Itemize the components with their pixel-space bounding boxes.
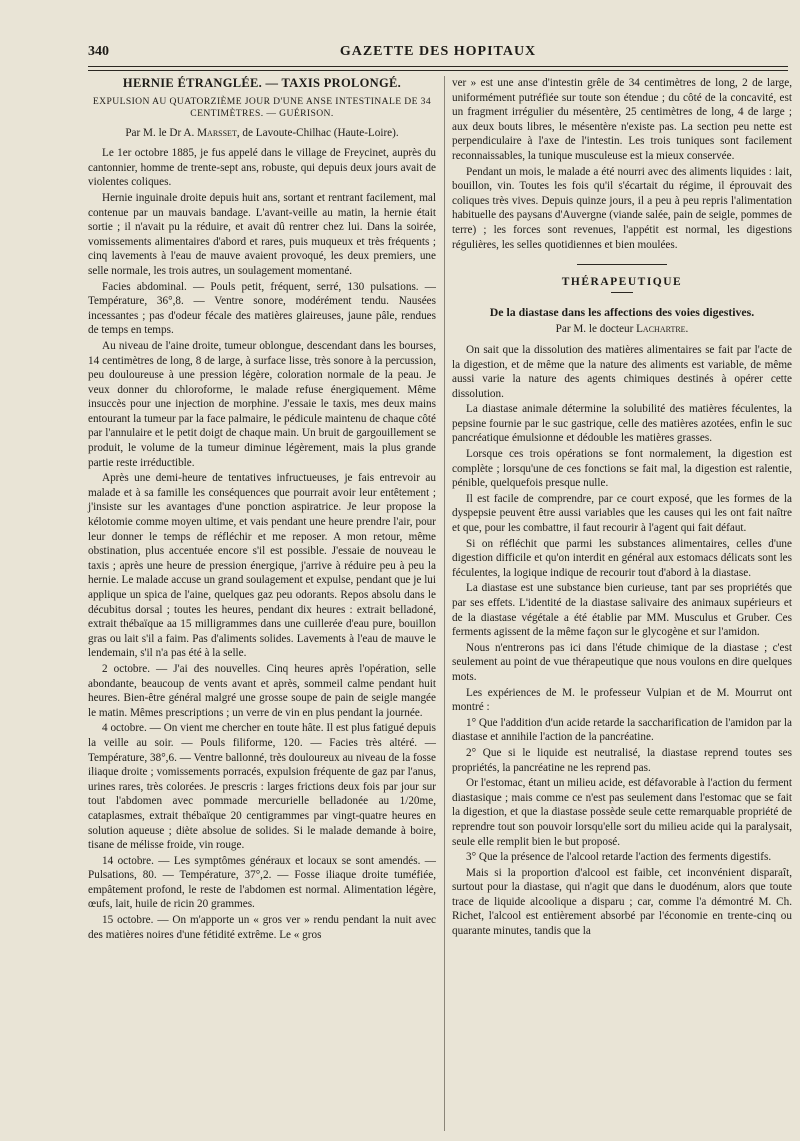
article-title: HERNIE ÉTRANGLÉE. — TAXIS PROLONGÉ. [122,76,402,90]
header-rule-double [88,70,788,71]
author-name: Lachartre. [636,323,689,336]
author-prefix: Par M. le Dr A. [125,126,195,139]
section-underline [611,292,633,293]
paragraph: Mais si la proportion d'alcool est faible, cet inconvénient disparaît, surtout pour la diastase, qui n'agit que dans le duodénum, alors que toute trace de liquide alcoolique a disparu ; car, comme l'a démontré M. Ch. Richet, l'alcool est entièrement absorbé par l'économie en trente-cinq ou quarante minutes, tandis que la [452,866,792,938]
paragraph: Le 1er octobre 1885, je fus appelé dans le village de Freycinet, auprès du cantonnier, homme de trente-sept ans, robuste, qui depuis deux jours avait de violentes coliques. [88,147,436,189]
author-prefix: Par M. le docteur [555,323,634,336]
right-column [452,76,792,940]
section-separator [577,264,667,265]
paragraph: 4 octobre. — On vient me chercher en toute hâte. Il est plus fatigué depuis la veille au soir. — Pouls filiforme, 120. — Facies très altéré. — Température, 38°,6. — Ventre ballonné, très douloureux au niveau de la fosse iliaque droite ; vomissements porracés, expulsion fréquente de gaz par l'anus, urines rares, très colorées. Je prescris : larges frictions deux fois par jour sur tout l'abdomen avec pommade mercurielle belladonée au 1/20me, cataplasmes, extrait thébaïque 20 centigrammes par vingt-quatre heures en solution aqueuse ; diète absolue de solides. Si le malade demande à boire, tisane de mélisse froide, vin rouge. [88,722,436,852]
paragraph: On sait que la dissolution des matières alimentaires se fait par l'acte de la digestion, et de même que la nature des aliments est variable, de même aussi varie la nature des agents chimiques destinés à opérer cette dissolution. [452,343,792,400]
paragraph: 2 octobre. — J'ai des nouvelles. Cinq heures après l'opération, selle abondante, beaucoup de vents avant et après, sommeil calme pendant huit heures. Bien-être général malgré une grosse soupe de pain de seigle mangée le matin. Mêmes prescriptions ; un verre de vin en plus pendant la journée. [88,662,436,719]
article-subtitle: EXPULSION AU QUATORZIÈME JOUR D'UNE ANSE INTESTINALE DE 34 CENTIMÈTRES. — GUÉRISON. [92,95,432,120]
paragraph: Après une demi-heure de tentatives infructueuses, je fais entrevoir au malade et à sa famille les conséquences que pourrait avoir leur entêtement ; j'insiste sur les avantages d'une ponction aspiratrice. Je leur propose la kélotomie comme moyen ultime, et vais pendant une heure prendre l'air, pour leur donner le temps de réfléchir et me reposer. A mon retour, même obstination, plus accentuée encore s'il est possible. J'essaie de nouveau le taxis ; après une heure de pression énergique, j'arrive à réduire peu à peu la hernie. Le malade accuse un grand soulagement et expulse, pendant que je lui applique un spica de l'aine, quelques gaz peu odorants. Repos absolu dans le décubitus dorsal ; toutes les heures, pendant dix heures : extrait belladoné, extrait thébaïque aa 15 milligrammes dans une cuillerée d'eau pure, bouillon gras ou lait s'il a faim. Pas d'aliments solides. Lavements à l'eau de mauve le lendemain, s'il n'a pas été à la selle. [88,472,436,660]
paragraph: Il est facile de comprendre, par ce court exposé, que les formes de la dyspepsie peuvent être aussi variables que les causes qui les ont fait naître et que, pour les combattre, il faut recourir à l'agent qui fait défaut. [452,492,792,535]
article-author [452,322,792,337]
author-suffix: de Lavoute-Chilhac (Haute-Loire). [242,126,399,139]
article-title: De la diastase dans les affections des voies digestives. [489,304,755,319]
paragraph: ver » est une anse d'intestin grêle de 34 centimètres de long, 2 de large, uniformément putréfiée sur toute son étendue ; du côté de la concavité, est un fragment irrégulier du mésentère, 25 centimètres de long, 4 de large ; aux deux bouts libres, le mésentère n'existe pas. La section peu nette est perpendiculaire à l'axe de l'intestin. Les trois tuniques sont facilement reconnaissables, la tunique musculeuse est la mieux conservée. [452,77,792,162]
paragraph: Lorsque ces trois opérations se font normalement, la digestion est complète ; lorsqu'une de ces fonctions se fait mal, la digestion est ralentie, pénible, quelquefois presque nulle. [452,448,792,490]
paragraph: Nous n'entrerons pas ici dans l'étude chimique de la diastase ; c'est seulement au point de vue thérapeutique que nous voulons en dire quelques mots. [452,641,792,683]
paragraph: 3° Que la présence de l'alcool retarde l'action des ferments digestifs. [466,851,772,864]
paragraph: Hernie inguinale droite depuis huit ans, sortant et rentrant facilement, mal contenue par un mauvais bandage. L'avant-veille au matin, la hernie était sortie ; il n'avait pu la réduire, et avait dû rentrer chez lui. Dans la soirée, vomissements alimentaires d'abord et rares, puis muqueux et très fréquents ; cinq lavements à l'eau de mauve avaient provoqué, les deux premiers, une selle normale, les trois autres, un soulagement momentané. [88,191,436,277]
paragraph: Or l'estomac, étant un milieu acide, est défavorable à l'action du ferment diastasique ; mais comme ce n'est pas seulement dans l'estomac que se fait la digestion, et que la diastase possède seule cette remarquable propriété de reprendre tout son pouvoir lorsqu'elle sort du milieu acide qui la paralysait, seule elle remplit bien le but proposé. [452,777,792,848]
paragraph: 15 octobre. — On m'apporte un « gros ver » rendu pendant la nuit avec des matières noires d'une fétidité extrême. Le « gros [88,914,436,941]
paragraph: Au niveau de l'aine droite, tumeur oblongue, descendant dans les bourses, 14 centimètres de long, 8 de large, à surface lisse, très sonore à la percussion, peu douloureuse à une pression légère, coloration normale de la peau. Je veux donner du chloroforme, le malade refuse énergiquement. Même insuccès pour une injection de morphine. J'essaie le taxis, mes deux mains entourant la tumeur par la face palmaire, le pédicule maintenu de chaque côté par l'annulaire et le petit doigt de chaque main. Un bruit de gargouillement se produit, le volume de la tumeur diminue légèrement, mais la plus grande partie reste irréductible. [88,339,436,469]
column-divider [444,76,445,1131]
author-name: Marsset [197,126,237,139]
journal-title: GAZETTE DES HOPITAUX [339,44,537,59]
page-header [88,40,788,64]
paragraph: 2° Que si le liquide est neutralisé, la diastase reprend toutes ses propriétés, la pancréatine ne les reprend pas. [452,746,792,774]
header-rule [88,66,788,67]
paragraph: 1° Que l'addition d'un acide retarde la saccharification de l'amidon par la diastase et annihile l'action de la pancréatine. [452,716,792,744]
paragraph: Les expériences de M. le professeur Vulpian et de M. Mourrut ont montré : [452,686,792,714]
section-heading: THÉRAPEUTIQUE [561,276,683,289]
paragraph: La diastase animale détermine la solubilité des matières féculentes, la pepsine fournie par le suc gastrique, celle des matières azotées, enfin le suc pancréatique émulsionne et dédouble les matières grasses. [452,403,792,445]
left-column [88,76,436,943]
paragraph: Facies abdominal. — Pouls petit, fréquent, serré, 130 pulsations. — Température, 36°,8. — Ventre sonore, modérément tendu. Nausées incessantes ; pas d'odeur fécale des matières glaireuses, jaune pâle, rendues de temps en temps. [88,280,436,337]
article-author: Par M. le Dr A. Marsset, de Lavoute-Chilhac (Haute-Loire). [125,126,399,139]
page-number: 340 [88,44,109,59]
paragraph: 14 octobre. — Les symptômes généraux et locaux se sont amendés. — Pulsations, 80. — Température, 37°,2. — Fosse iliaque droite tuméfiée, empâtement profond, le reste de l'abdomen est normal. Alimentation légère, œufs, lait, huile de ricin 20 grammes. [88,854,436,911]
paragraph: Pendant un mois, le malade a été nourri avec des aliments liquides : lait, bouillon, vin. Toutes les fois qu'il s'écartait du régime, il éprouvait des coliques très vives. Depuis quinze jours, il a peu à peu repris l'alimentation habituelle des paysans d'Auvergne (viande salée, pain de seigle, pommes de terre) ; les forces sont revenues, l'appétit est normal, les digestions régulières, les selles quotidiennes et bien moulées. [452,165,792,251]
paragraph: Si on réfléchit que parmi les substances alimentaires, celles d'une digestion difficile et qu'on interdit en général aux estomacs délicats sont les féculentes, la logique indique de recourir tout d'abord à la diastase. [452,537,792,579]
paragraph: La diastase est une substance bien curieuse, tant par ses propriétés que par ses effets. L'identité de la diastase salivaire des animaux supérieurs et de la diastase végétale a été établie par MM. Musculus et Gruber. Ces ferments agissent de la même façon sur le glycogène et sur l'amidon. [452,582,792,639]
